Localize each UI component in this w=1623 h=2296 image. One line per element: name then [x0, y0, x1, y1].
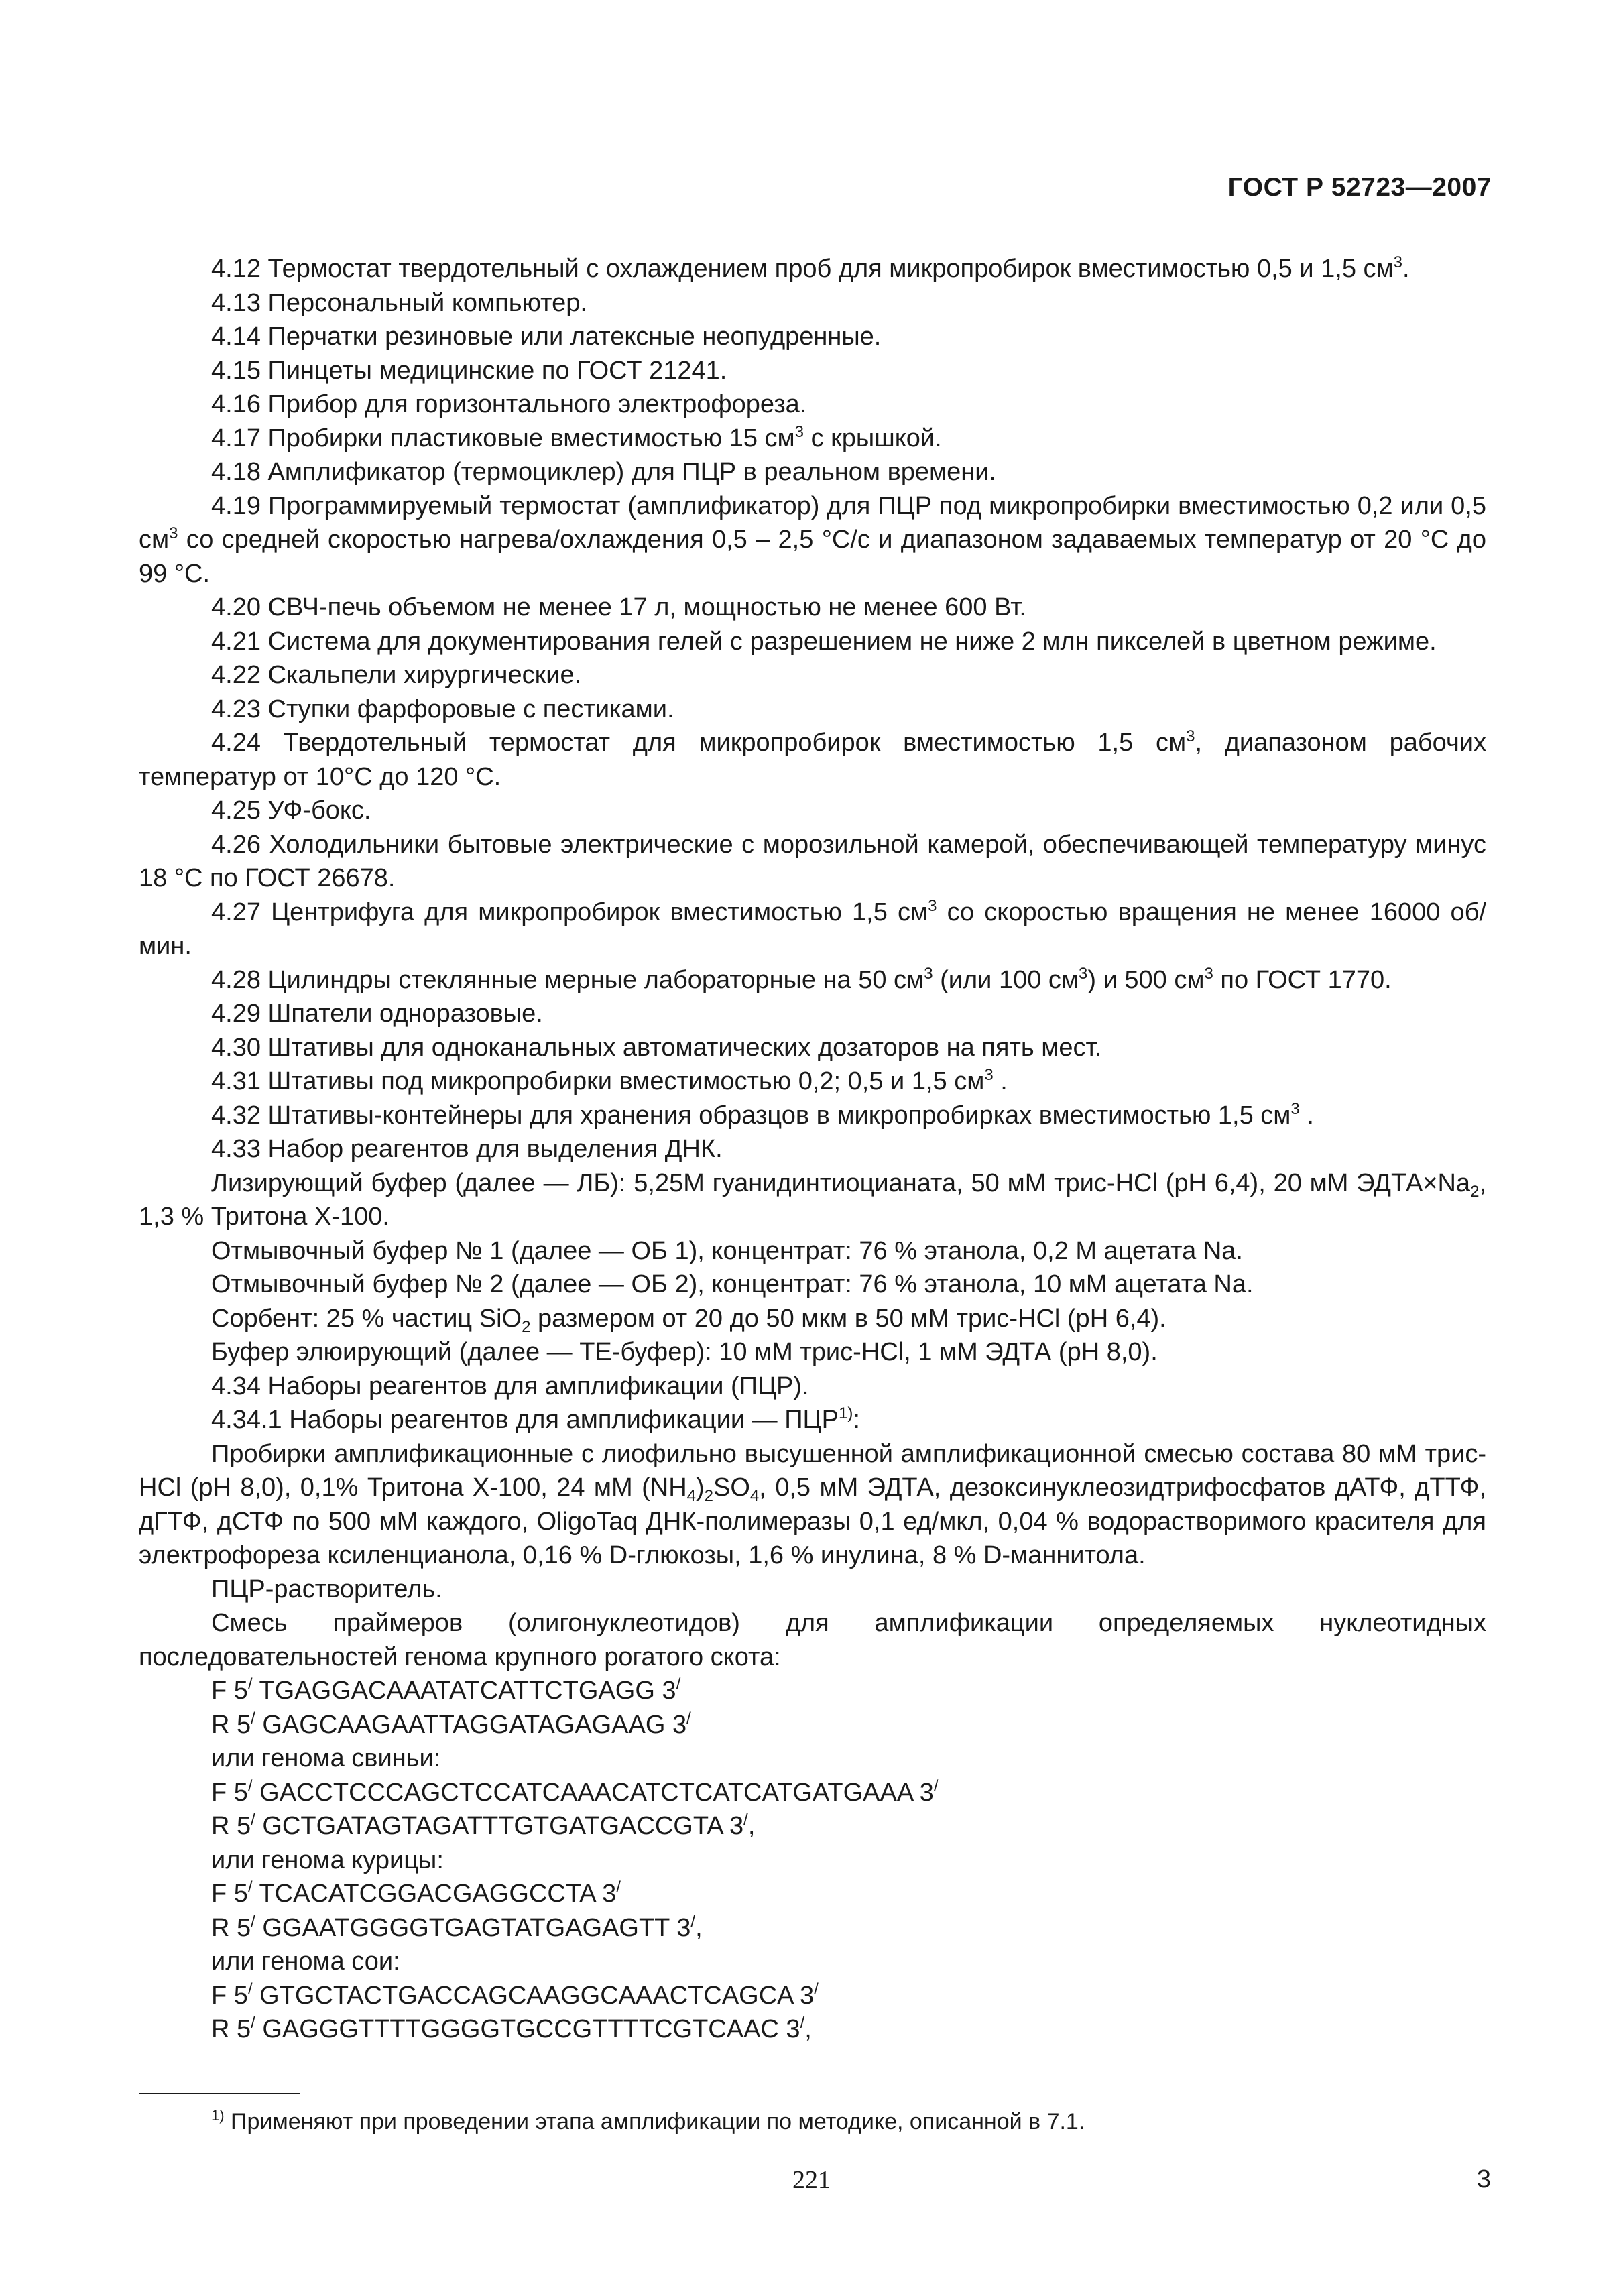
- paragraph-4-14: 4.14 Перчатки резиновые или латексные неопудренные.: [211, 322, 882, 351]
- paragraph-4-29: 4.29 Шпатели одноразовые.: [211, 1000, 543, 1028]
- paragraph-4-28: 4.28 Цилиндры стеклянные мерные лабораторные на 50 $см^3$ (или 100 $см^3$) и 500 $см^3$ по ГОСТ 1770.: [211, 964, 1392, 994]
- paragraph-4-19: 4.19 Программируемый термостат (амплификатор) для ПЦР под микропробирки вместимостью 0,2 или 0,5 $см^3$ со средней скоростью нагрева/охлаждения 0,5 – 2,5 °С/с и диапазоном задаваемых температур от 20 °С до 99 °С.: [139, 491, 1486, 588]
- paragraph-wash-buffer-2: Отмывочный буфер № 2 (далее — ОБ 2), концентрат: 76 % этанола, 10 мМ ацетата Na.: [211, 1270, 1254, 1298]
- primer-chicken-intro: или генома курицы:: [211, 1846, 444, 1874]
- document-body: [139, 252, 1486, 2047]
- paragraph-te-buffer: Буфер элюирующий (далее — ТЕ-буфер): 10 мМ трис-HCl, 1 мМ ЭДТА (pH 8,0).: [211, 1338, 1158, 1366]
- paragraph-4-32: 4.32 Штативы-контейнеры для хранения образцов в микропробирках вместимостью 1,5 $см^3$ .: [211, 1099, 1314, 1130]
- paragraph-4-22: 4.22 Скальпели хирургические.: [211, 661, 582, 689]
- paragraph-4-21: 4.21 Система для документирования гелей с разрешением не ниже 2 млн пикселей в цветном режиме.: [211, 627, 1437, 656]
- primer-pig-reverse: R 5/ GCTGATAGTAGATTTGTGATGACCGTA 3/,: [211, 1811, 756, 1840]
- paragraph-4-25: 4.25 УФ-бокс.: [211, 796, 371, 825]
- paragraph-4-24: 4.24 Твердотельный термостат для микропробирок вместимостью 1,5 $см^3$, диапазоном рабочих температур от 10°С до 120 °С.: [139, 727, 1486, 791]
- paragraph-4-27: 4.27 Центрифуга для микропробирок вместимостью 1,5 $см^3$ со скоростью вращения не менее 16000 об/мин.: [139, 896, 1486, 960]
- page-number: 3: [1476, 2165, 1491, 2193]
- paragraph-4-18: 4.18 Амплификатор (термоциклер) для ПЦР в реальном времени.: [211, 458, 997, 486]
- paragraph-4-30: 4.30 Штативы для одноканальных автоматических дозаторов на пять мест.: [211, 1033, 1102, 1062]
- paragraph-primers-intro: Смесь праймеров (олигонуклеотидов) для амплификации определяемых нуклеотидных последовательностей генома крупного рогатого скота:: [139, 1609, 1486, 1671]
- document-header: ГОСТ Р 52723—2007: [1227, 173, 1492, 202]
- primer-chicken-reverse: R 5/ GGAATGGGGTGAGTATGAGAGTT 3/,: [211, 1912, 703, 1942]
- primer-pig-intro: или генома свиньи:: [211, 1744, 441, 1772]
- footnote-text: Применяют при проведении этапа амплификации по методике, описанной в 7.1.: [224, 2109, 1085, 2134]
- paragraph-4-12: 4.12 Термостат твердотельный с охлаждением проб для микропробирок вместимостью 0,5 и 1,5 $см^3$.: [211, 253, 1410, 283]
- primer-cattle-reverse: R 5/ GAGCAAGAATTAGGATAGAGAAG 3/: [211, 1709, 691, 1739]
- footnote-divider: [139, 2093, 300, 2094]
- primer-cattle-forward: F 5/ TGAGGACAAATATCATTCTGAGG 3/: [211, 1675, 681, 1705]
- paragraph-4-26: 4.26 Холодильники бытовые электрические с морозильной камерой, обеспечивающей температуру минус 18 °С по ГОСТ 26678.: [139, 830, 1486, 892]
- primer-soy-reverse: R 5/ GAGGGTTTTGGGGTGCCGTTTTCGTCAAC 3/,: [211, 2014, 812, 2043]
- paragraph-amplification-tubes: Пробирки амплификационные с лиофильно высушенной амплификационной смесью состава 80 мМ трис-HCl (pH 8,0), 0,1% Тритона Х-100, 24 мМ $(NH_4)_2SO_4$, 0,5 мМ ЭДТА, дезоксинуклеозидтрифосфатов дАТФ, дТТФ, дГТФ, дСТФ по 500 мМ каждого, OligoTaq ДНК-полимеразы 0,1 ед/мкл, 0,04 % водорастворимого красителя для электрофореза ксиленцианола, 0,16 % D-глюкозы, 1,6 % инулина, 8 % D-маннитола.: [139, 1439, 1486, 1569]
- paragraph-4-15: 4.15 Пинцеты медицинские по ГОСТ 21241.: [211, 356, 727, 385]
- paragraph-sorbent: Сорбент: 25 % частиц SiO$_2$ размером от 20 до 50 мкм в 50 мМ трис-HCl (pH 6,4).: [211, 1304, 1166, 1336]
- paragraph-4-13: 4.13 Персональный компьютер.: [211, 288, 587, 317]
- paragraph-4-17: 4.17 Пробирки пластиковые вместимостью 15 $см^3$ с крышкой.: [211, 422, 942, 452]
- paragraph-4-16: 4.16 Прибор для горизонтального электрофореза.: [211, 390, 807, 418]
- paragraph-pcr-solvent: ПЦР-растворитель.: [211, 1575, 442, 1604]
- primer-soy-intro: или генома сои:: [211, 1947, 400, 1976]
- paragraph-4-20: 4.20 СВЧ-печь объемом не менее 17 л, мощностью не менее 600 Вт.: [211, 593, 1026, 621]
- footnote: [211, 2106, 1485, 2137]
- paragraph-lysis-buffer: Лизирующий буфер (далее — ЛБ): 5,25М гуанидинтиоцианата, 50 мМ трис-HCl (pH 6,4), 20 мМ $ЭДТА\times Na_2$, 1,3 % Тритона Х-100.: [139, 1168, 1486, 1231]
- primer-chicken-forward: F 5/ TCACATCGGACGAGGCCTA 3/: [211, 1878, 621, 1908]
- footnote-mark: 1): [211, 2107, 225, 2124]
- primer-pig-forward: F 5/ GACCTCCCAGCTCCATCAAACATCTCATCATGATGAAA 3/: [211, 1776, 939, 1807]
- paragraph-4-34-1: 4.34.1 Наборы реагентов для амплификации — ПЦР$^{1)}$:: [211, 1404, 860, 1434]
- paragraph-4-33: 4.33 Набор реагентов для выделения ДНК.: [211, 1135, 723, 1163]
- paragraph-wash-buffer-1: Отмывочный буфер № 1 (далее — ОБ 1), концентрат: 76 % этанола, 0,2 М ацетата Na.: [211, 1236, 1243, 1265]
- paragraph-4-31: 4.31 Штативы под микропробирки вместимостью 0,2; 0,5 и 1,5 $см^3$ .: [211, 1066, 1008, 1095]
- primer-soy-forward: F 5/ GTGCTACTGACCAGCAAGGCAAACTCAGCA 3/: [211, 1980, 819, 2010]
- paragraph-4-23: 4.23 Ступки фарфоровые с пестиками.: [211, 694, 674, 723]
- paragraph-4-34: 4.34 Наборы реагентов для амплификации (ПЦР).: [211, 1372, 809, 1400]
- page-stamp: 221: [792, 2166, 831, 2194]
